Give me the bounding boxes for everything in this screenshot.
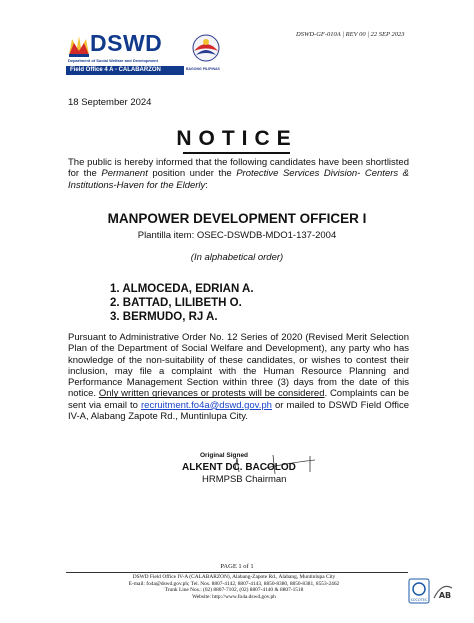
candidate-list	[110, 282, 254, 324]
plantilla-item: Plantilla item: OSEC-DSWDB-MDO1-137-2004	[137, 230, 337, 241]
cert-label: SOCOTEC	[410, 598, 428, 602]
dswd-subtitle: Department of Social Welfare and Development	[68, 58, 158, 63]
svg-text:AB: AB	[438, 591, 452, 600]
order-note: (In alphabetical order)	[190, 252, 284, 263]
footer-line: Website: http://www.fo4a.dswd.gov.ph	[192, 593, 276, 600]
signatory-title: HRMPSB Chairman	[202, 474, 287, 485]
grievance-note: Only written grievances or protests will be considered	[98, 388, 325, 400]
intro-paragraph: The public is hereby informed that the following candidates have been shortlisted for the Permanent position under the Protective Services Division- Centers & Institutions-Haven for the Elderly:	[68, 157, 410, 191]
intro-permanent: Permanent	[101, 168, 148, 180]
accreditation-icon	[432, 580, 458, 602]
intro-unit: Protective Services Division- Centers & Institutions-Haven for the Elderly	[68, 168, 410, 191]
bagong-pilipinas-icon	[190, 33, 222, 67]
field-office-banner: Field Office 4 A - CALABARZON	[66, 66, 184, 75]
footer-divider	[66, 572, 408, 573]
bagong-pilipinas-label: BAGONG PILIPINAS	[186, 67, 220, 71]
notice-title: NOTICE	[176, 127, 298, 150]
candidate-item: 2. BATTAD, LILIBETH O.	[110, 297, 242, 309]
bagong-pilipinas-logo	[186, 33, 222, 73]
footer-line: Trunk Line Nos.: (02) 8807-7102, (02) 8807-4140 & 8807-1518	[164, 587, 304, 594]
dswd-logo	[66, 30, 190, 70]
candidate-item: 1. ALMOCEDA, EDRIAN A.	[110, 283, 254, 295]
form-code: DSWD-GF-010A | REV 00 | 22 SEP 2023	[296, 31, 405, 38]
socotec-certification-icon	[408, 578, 430, 604]
body-paragraph: Pursuant to Administrative Order No. 12 Series of 2020 (Revised Merit Selection Plan of the Department of Social Welfare and Development), any party who has knowledge of the non-suitability of these candidates, or wishes to contest their inclusion, may file a complaint with the Human Resource Planning and Performance Management Section within three (3) days from the date of this notice. Only written grievances or protests will be considered. Complaints can be sent via email to recruitment.fo4a@dswd.gov.ph or mailed to DSWD Field Office IV-A, Alabang Zapote Rd., Muntinlupa City.	[68, 332, 409, 423]
candidate-item: 3. BERMUDO, RJ A.	[110, 311, 218, 323]
signatory-name: ALKENT DC. BACOLOD	[182, 462, 296, 473]
footer-line: E-mail: fo4a@dswd.gov.ph; Tel. Nos. 8807-4142, 8807-4143, 8850-8380, 8850-8381, 8553-2462	[128, 580, 340, 587]
original-signed-label: Original Signed	[200, 452, 249, 459]
dswd-wordmark: DSWD	[90, 30, 163, 56]
recruitment-email-link[interactable]: recruitment.fo4a@dswd.gov.ph	[141, 399, 272, 411]
footer-line: DSWD Field Office IV-A (CALABARZON), Alabang-Zapote Rd., Alabang, Muntinlupa City	[132, 574, 336, 580]
notice-date: 18 September 2024	[68, 97, 152, 108]
title-underline	[183, 152, 290, 154]
position-title: MANPOWER DEVELOPMENT OFFICER I	[107, 211, 367, 226]
dswd-emblem-icon	[66, 33, 92, 59]
footer-address	[62, 574, 406, 600]
page-number: PAGE 1 of 1	[220, 563, 254, 570]
